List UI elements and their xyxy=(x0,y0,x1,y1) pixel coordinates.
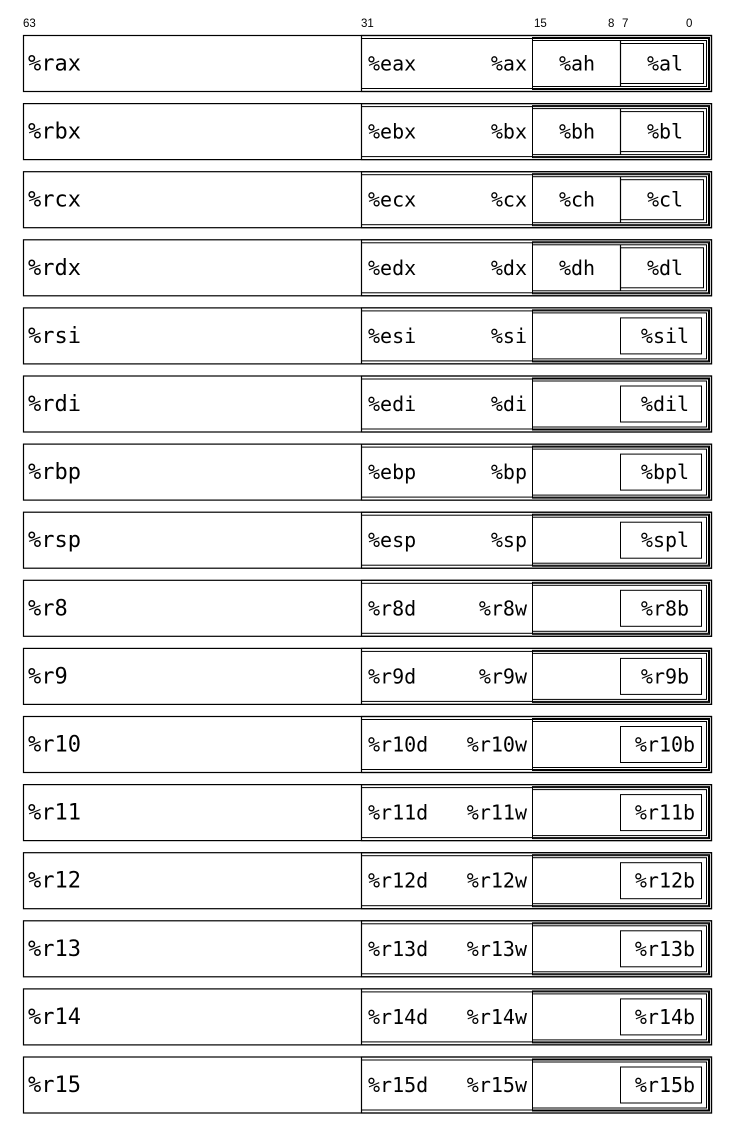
register-row-r12 xyxy=(24,853,712,909)
register-16bit-label: %si xyxy=(490,323,527,348)
register-16bit-label: %bx xyxy=(490,119,527,144)
bit-position-axis xyxy=(23,18,692,30)
register-8bit-low-label: %r10b xyxy=(634,732,696,757)
register-16bit-label: %r13w xyxy=(466,936,527,961)
register-row-r11 xyxy=(24,785,712,841)
bit-label-0: 0 xyxy=(686,18,693,30)
register-32bit-label: %esp xyxy=(368,528,417,553)
register-64bit-label: %rdi xyxy=(28,392,81,417)
bit-label-15: 15 xyxy=(534,18,547,30)
register-16bit-label: %r11w xyxy=(466,800,527,825)
register-16bit-label: %ax xyxy=(490,51,527,76)
register-64bit-label: %r9 xyxy=(28,664,68,690)
register-16bit-label: %r8w xyxy=(478,596,527,621)
register-8bit-low-label: %al xyxy=(646,51,684,76)
register-32bit-label: %r14d xyxy=(368,1004,429,1029)
register-32bit-label: %r13d xyxy=(368,936,429,961)
register-row-r10 xyxy=(24,717,712,773)
register-64bit-label: %rcx xyxy=(28,187,81,213)
register-64bit-label: %r13 xyxy=(28,936,81,962)
register-32bit-label: %r12d xyxy=(368,868,429,893)
register-row-rcx xyxy=(24,172,712,228)
register-8bit-low-label: %spl xyxy=(640,528,690,553)
register-row-rbp xyxy=(24,444,712,500)
register-row-rax xyxy=(24,36,712,92)
register-32bit-label: %ebx xyxy=(368,119,417,144)
register-8bit-low-label: %bl xyxy=(646,119,684,144)
register-16bit-label: %r10w xyxy=(466,732,527,757)
register-32bit-label: %r10d xyxy=(368,732,429,757)
register-32bit-label: %ebp xyxy=(368,460,417,485)
register-8bit-low-label: %r14b xyxy=(634,1004,696,1029)
register-row-r13 xyxy=(24,921,712,977)
bit-label-63: 63 xyxy=(23,18,36,30)
register-8bit-low-label: %cl xyxy=(646,187,684,212)
register-row-rsi xyxy=(24,308,712,364)
register-8bit-low-label: %r15b xyxy=(634,1073,696,1097)
register-8bit-low-label: %sil xyxy=(640,323,690,348)
register-32bit-label: %eax xyxy=(368,51,417,76)
bit-label-31: 31 xyxy=(361,18,374,30)
register-8bit-high-label: %dh xyxy=(558,255,596,280)
register-16bit-label: %r15w xyxy=(466,1073,527,1097)
register-32bit-label: %r15d xyxy=(368,1073,429,1097)
register-16bit-label: %cx xyxy=(490,187,527,212)
register-64bit-label: %r11 xyxy=(28,800,81,826)
register-64bit-label: %rdx xyxy=(28,255,81,281)
register-16bit-label: %bp xyxy=(490,460,527,485)
register-64bit-label: %rsi xyxy=(28,323,81,349)
register-32bit-label: %edx xyxy=(368,255,417,280)
register-8bit-low-label: %r11b xyxy=(634,800,696,825)
register-8bit-low-label: %r9b xyxy=(640,664,690,689)
register-64bit-label: %rbx xyxy=(28,119,81,145)
register-32bit-label: %r9d xyxy=(368,664,417,689)
register-16bit-label: %r14w xyxy=(466,1004,527,1029)
register-64bit-label: %rax xyxy=(28,51,81,77)
register-8bit-low-label: %r8b xyxy=(640,596,690,621)
register-row-rsp xyxy=(24,512,712,568)
register-32bit-label: %r8d xyxy=(368,596,417,621)
register-64bit-label: %r10 xyxy=(28,732,81,758)
register-16bit-label: %r12w xyxy=(466,868,527,893)
register-64bit-label: %rbp xyxy=(28,460,81,486)
register-8bit-high-label: %ch xyxy=(558,187,596,212)
register-row-r9 xyxy=(24,648,712,704)
register-32bit-label: %esi xyxy=(368,323,417,348)
register-64bit-label: %r14 xyxy=(28,1004,81,1030)
register-8bit-low-label: %dl xyxy=(646,255,684,280)
bit-label-8: 8 xyxy=(608,18,615,30)
register-16bit-label: %r9w xyxy=(478,664,527,689)
register-8bit-low-label: %r13b xyxy=(634,936,696,961)
register-8bit-low-label: %bpl xyxy=(640,460,690,485)
register-32bit-label: %edi xyxy=(368,392,417,416)
register-8bit-low-label: %dil xyxy=(640,392,690,416)
register-row-rdi xyxy=(24,376,712,432)
register-32bit-label: %ecx xyxy=(368,187,417,212)
register-16bit-label: %dx xyxy=(490,255,527,280)
bit-label-7: 7 xyxy=(622,18,629,30)
register-16bit-label: %sp xyxy=(490,528,527,553)
register-row-r8 xyxy=(24,580,712,636)
register-64bit-label: %r12 xyxy=(28,868,81,894)
register-8bit-high-label: %ah xyxy=(558,51,596,76)
register-row-rbx xyxy=(24,104,712,160)
register-64bit-label: %r8 xyxy=(28,596,68,622)
register-8bit-low-label: %r12b xyxy=(634,868,696,893)
register-64bit-label: %rsp xyxy=(28,528,81,554)
register-64bit-label: %r15 xyxy=(28,1073,81,1098)
register-rows xyxy=(24,36,712,1114)
register-row-r15 xyxy=(24,1057,712,1113)
register-row-rdx xyxy=(24,240,712,296)
register-row-r14 xyxy=(24,989,712,1045)
register-32bit-label: %r11d xyxy=(368,800,429,825)
register-16bit-label: %di xyxy=(490,392,527,416)
register-8bit-high-label: %bh xyxy=(558,119,596,144)
